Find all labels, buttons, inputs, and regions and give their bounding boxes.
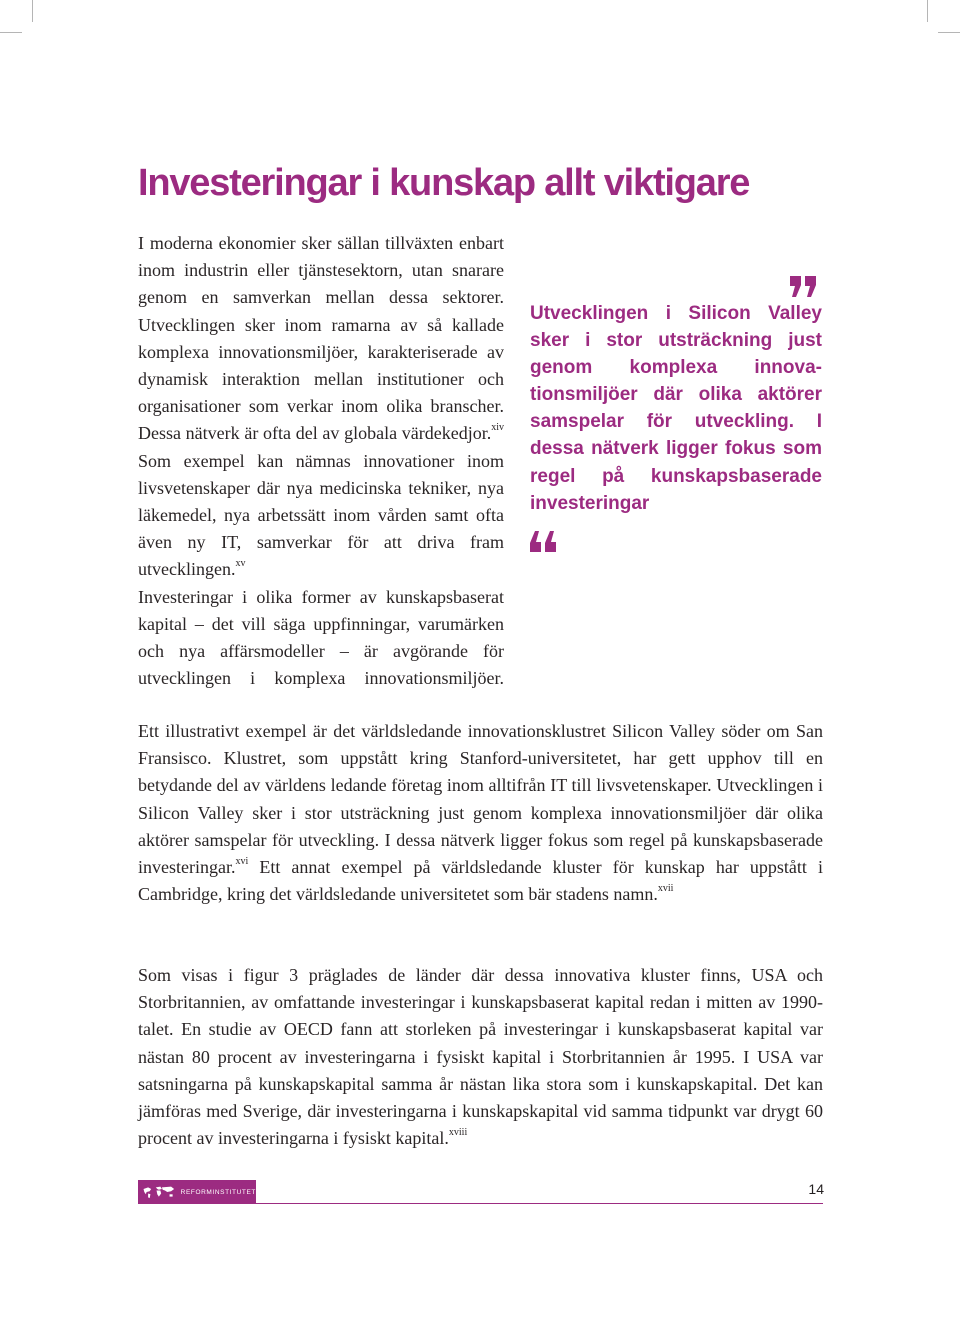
pull-quote: Utvecklingen i Silicon Valley sker i stor utsträckning just genom komplexa innovationsmiljöer där olika aktörer samspelar för utveckling. I dessa nätverk ligger fokus som regel på kunskapsbaserade investeringar <box>530 303 822 514</box>
footer-logo <box>138 1180 256 1204</box>
crop-mark-top-left-h <box>0 32 22 33</box>
footer-rule <box>256 1203 823 1204</box>
footnote-ref-xv[interactable]: xv <box>235 558 246 570</box>
crop-mark-top-left-v <box>32 0 33 22</box>
world-map-icon <box>142 1183 176 1201</box>
paragraph-silicon-valley-text: Ett illustrativt exempel är det världsledande innovationsklustret Silicon Valley söder om San Fransisco. Klustret, som uppstått kring Stanford-universitetet, har gett upphov till en betydande del av världens ledande företag inom alltifrån IT till livsvetenskaper. Utvecklingen i Silicon Valley sker i stor utsträckning just genom komplexa innovationsmiljöer där olika aktörer samspelar för utveckling. I dessa nätverk ligger fokus som regel på kunskapsbaserade investeringar. <box>138 721 823 878</box>
crop-mark-top-right-v <box>927 0 928 22</box>
page-number: 14 <box>808 1181 824 1197</box>
paragraph-figure-3 <box>138 962 823 1152</box>
crop-mark-top-right-h <box>938 32 960 33</box>
paragraph-example: Som exempel kan nämnas innovationer inom livsvetenskaper där nya medicinska tekniker, nya läkemedel, nya arbetssätt inom vården samt ofta även ny IT, samverkar för att driva fram utvecklingen. <box>138 450 504 580</box>
paragraph-figure-3-text: Som visas i figur 3 präglades de länder där dessa innovativa kluster finns, USA och Storbritannien, av omfattande investeringar i kunskapsbaserat kapital redan i mitten av 1990-talet. En studie av OECD fann att storleken på investeringar i kunskapsbaserat kapital var nästan 80 procent av investeringarna i fysiskt kapital i Storbritannien år 1995. I USA var satsningarna på kunskapskapital samma år nästan lika stora som i kunskapskapital. Det kan jämföras med Sverige, där investeringarna i kunskapskapital vid samma tidpunkt var drygt 60 procent av investeringarna i fysiskt kapital. <box>138 965 823 1149</box>
paragraph-cambridge-text: Ett annat exempel på världsledande kluster för kunskap har uppstått i Cambridge, kring det världsledande universitetet som bär stadens namn. <box>138 857 823 905</box>
footnote-ref-xviii[interactable]: xviii <box>448 1127 468 1139</box>
footnote-ref-xiv[interactable]: xiv <box>491 422 504 434</box>
footnote-ref-xvii[interactable]: xvii <box>657 883 674 895</box>
paragraph-intro: I moderna ekonomier sker sällan tillväxten enbart inom industrin eller tjänstesektorn, utan snarare genom en samverkan mellan dessa sektorer. Utvecklingen sker inom ramarna av så kallade komplexa innovationsmiljöer, karakteriserade av dynamisk interaktion mellan institutioner och organisationer som verkar inom olika branscher. Dessa nätverk är ofta del av globala värdekedjor. <box>138 233 504 444</box>
paragraph-silicon-valley <box>138 718 823 908</box>
paragraph-investments: Investeringar i olika former av kunskapsbaserat kapital – det vill säga uppfinningar, varumärken och nya affärsmodeller – är avgörande för utvecklingen i komplexa innovationsmiljöer. <box>138 586 504 689</box>
page-title: Investeringar i kunskap allt viktigare <box>138 162 750 205</box>
footnote-ref-xvi[interactable]: xvi <box>235 856 249 868</box>
left-column-text <box>138 230 504 692</box>
footer-brand: REFORMINSTITUTET <box>180 1188 256 1196</box>
open-quote-icon <box>530 530 558 552</box>
close-quote-icon <box>790 276 818 298</box>
